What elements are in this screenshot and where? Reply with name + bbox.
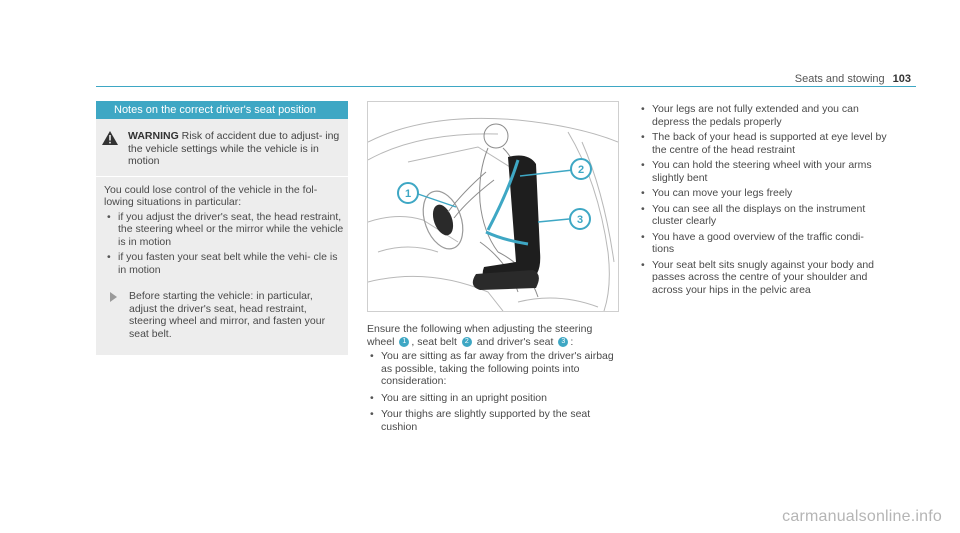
instruction-block bbox=[110, 290, 348, 340]
instruction-text: Before starting the vehicle: in particular, adjust the driver's seat, head restraint, steering wheel and mirror, and fasten your seat belt. bbox=[129, 290, 326, 340]
warning-triangle-icon bbox=[102, 131, 118, 145]
list-item: • Your thighs are slightly supported by the seat cushion bbox=[367, 408, 617, 433]
warning-body: Risk of accident due to adjust- ing the vehicle settings while the vehicle is in motion bbox=[128, 130, 340, 167]
callout-ref-3: 3 bbox=[558, 337, 568, 347]
svg-text:1: 1 bbox=[404, 188, 412, 200]
watermark: carmanualsonline.info bbox=[782, 508, 942, 525]
notes-divider bbox=[96, 176, 348, 177]
list-item: • You have a good overview of the traffic condi- tions bbox=[638, 231, 888, 256]
middle-list bbox=[367, 350, 617, 433]
middle-lead bbox=[367, 323, 617, 348]
list-item: • You can move your legs freely bbox=[638, 187, 888, 200]
svg-text:2: 2 bbox=[577, 164, 585, 176]
warning-block bbox=[102, 130, 348, 168]
svg-text:3: 3 bbox=[576, 214, 584, 226]
list-item: • The back of your head is supported at eye level by the centre of the head restraint bbox=[638, 131, 888, 156]
callout-1 bbox=[398, 183, 418, 203]
lead-text: Ensure the following when adjusting the steering wheel bbox=[367, 323, 593, 348]
page-number: 103 bbox=[892, 73, 911, 85]
notes-list bbox=[96, 211, 348, 277]
warning-text bbox=[128, 130, 342, 168]
middle-column bbox=[367, 323, 617, 437]
notes-box bbox=[96, 101, 348, 355]
lead-text: : bbox=[570, 335, 574, 348]
running-head bbox=[795, 73, 911, 85]
right-column bbox=[638, 101, 888, 299]
list-item: • Your legs are not fully extended and you can depress the pedals properly bbox=[638, 103, 888, 128]
callout-ref-1: 1 bbox=[399, 337, 409, 347]
list-item: • You are sitting in an upright position bbox=[367, 392, 617, 405]
list-item: • You can see all the displays on the instrument cluster clearly bbox=[638, 203, 888, 228]
callout-3 bbox=[570, 209, 590, 229]
notes-intro: You could lose control of the vehicle in the fol- lowing situations in particular: bbox=[104, 183, 318, 208]
list-item: • You are sitting as far away from the driver's airbag as possible, taking the following points into consideration: bbox=[367, 350, 617, 388]
list-item: • if you adjust the driver's seat, the head restraint, the steering wheel or the mirror while the vehicle is in motion bbox=[96, 211, 348, 249]
callout-2 bbox=[571, 159, 591, 179]
seat-position-illustration bbox=[367, 101, 619, 312]
instruction-arrow-icon bbox=[110, 292, 117, 302]
callout-ref-2: 2 bbox=[462, 337, 472, 347]
lead-text: and driver's seat bbox=[476, 335, 554, 348]
list-item: • if you fasten your seat belt while the vehi- cle is in motion bbox=[96, 251, 348, 276]
list-item: • Your seat belt sits snugly against your body and passes across the centre of your shoulder and across your hips in the pelvic area bbox=[638, 259, 888, 297]
header-rule bbox=[96, 86, 916, 87]
warning-label: WARNING bbox=[128, 130, 179, 142]
list-item: • You can hold the steering wheel with your arms slightly bent bbox=[638, 159, 888, 184]
driver-seat-drawing bbox=[368, 102, 618, 311]
section-title: Seats and stowing bbox=[794, 73, 885, 85]
notes-title: Notes on the correct driver's seat position bbox=[96, 101, 348, 119]
right-list bbox=[638, 103, 888, 296]
lead-text: , seat belt bbox=[411, 335, 457, 348]
